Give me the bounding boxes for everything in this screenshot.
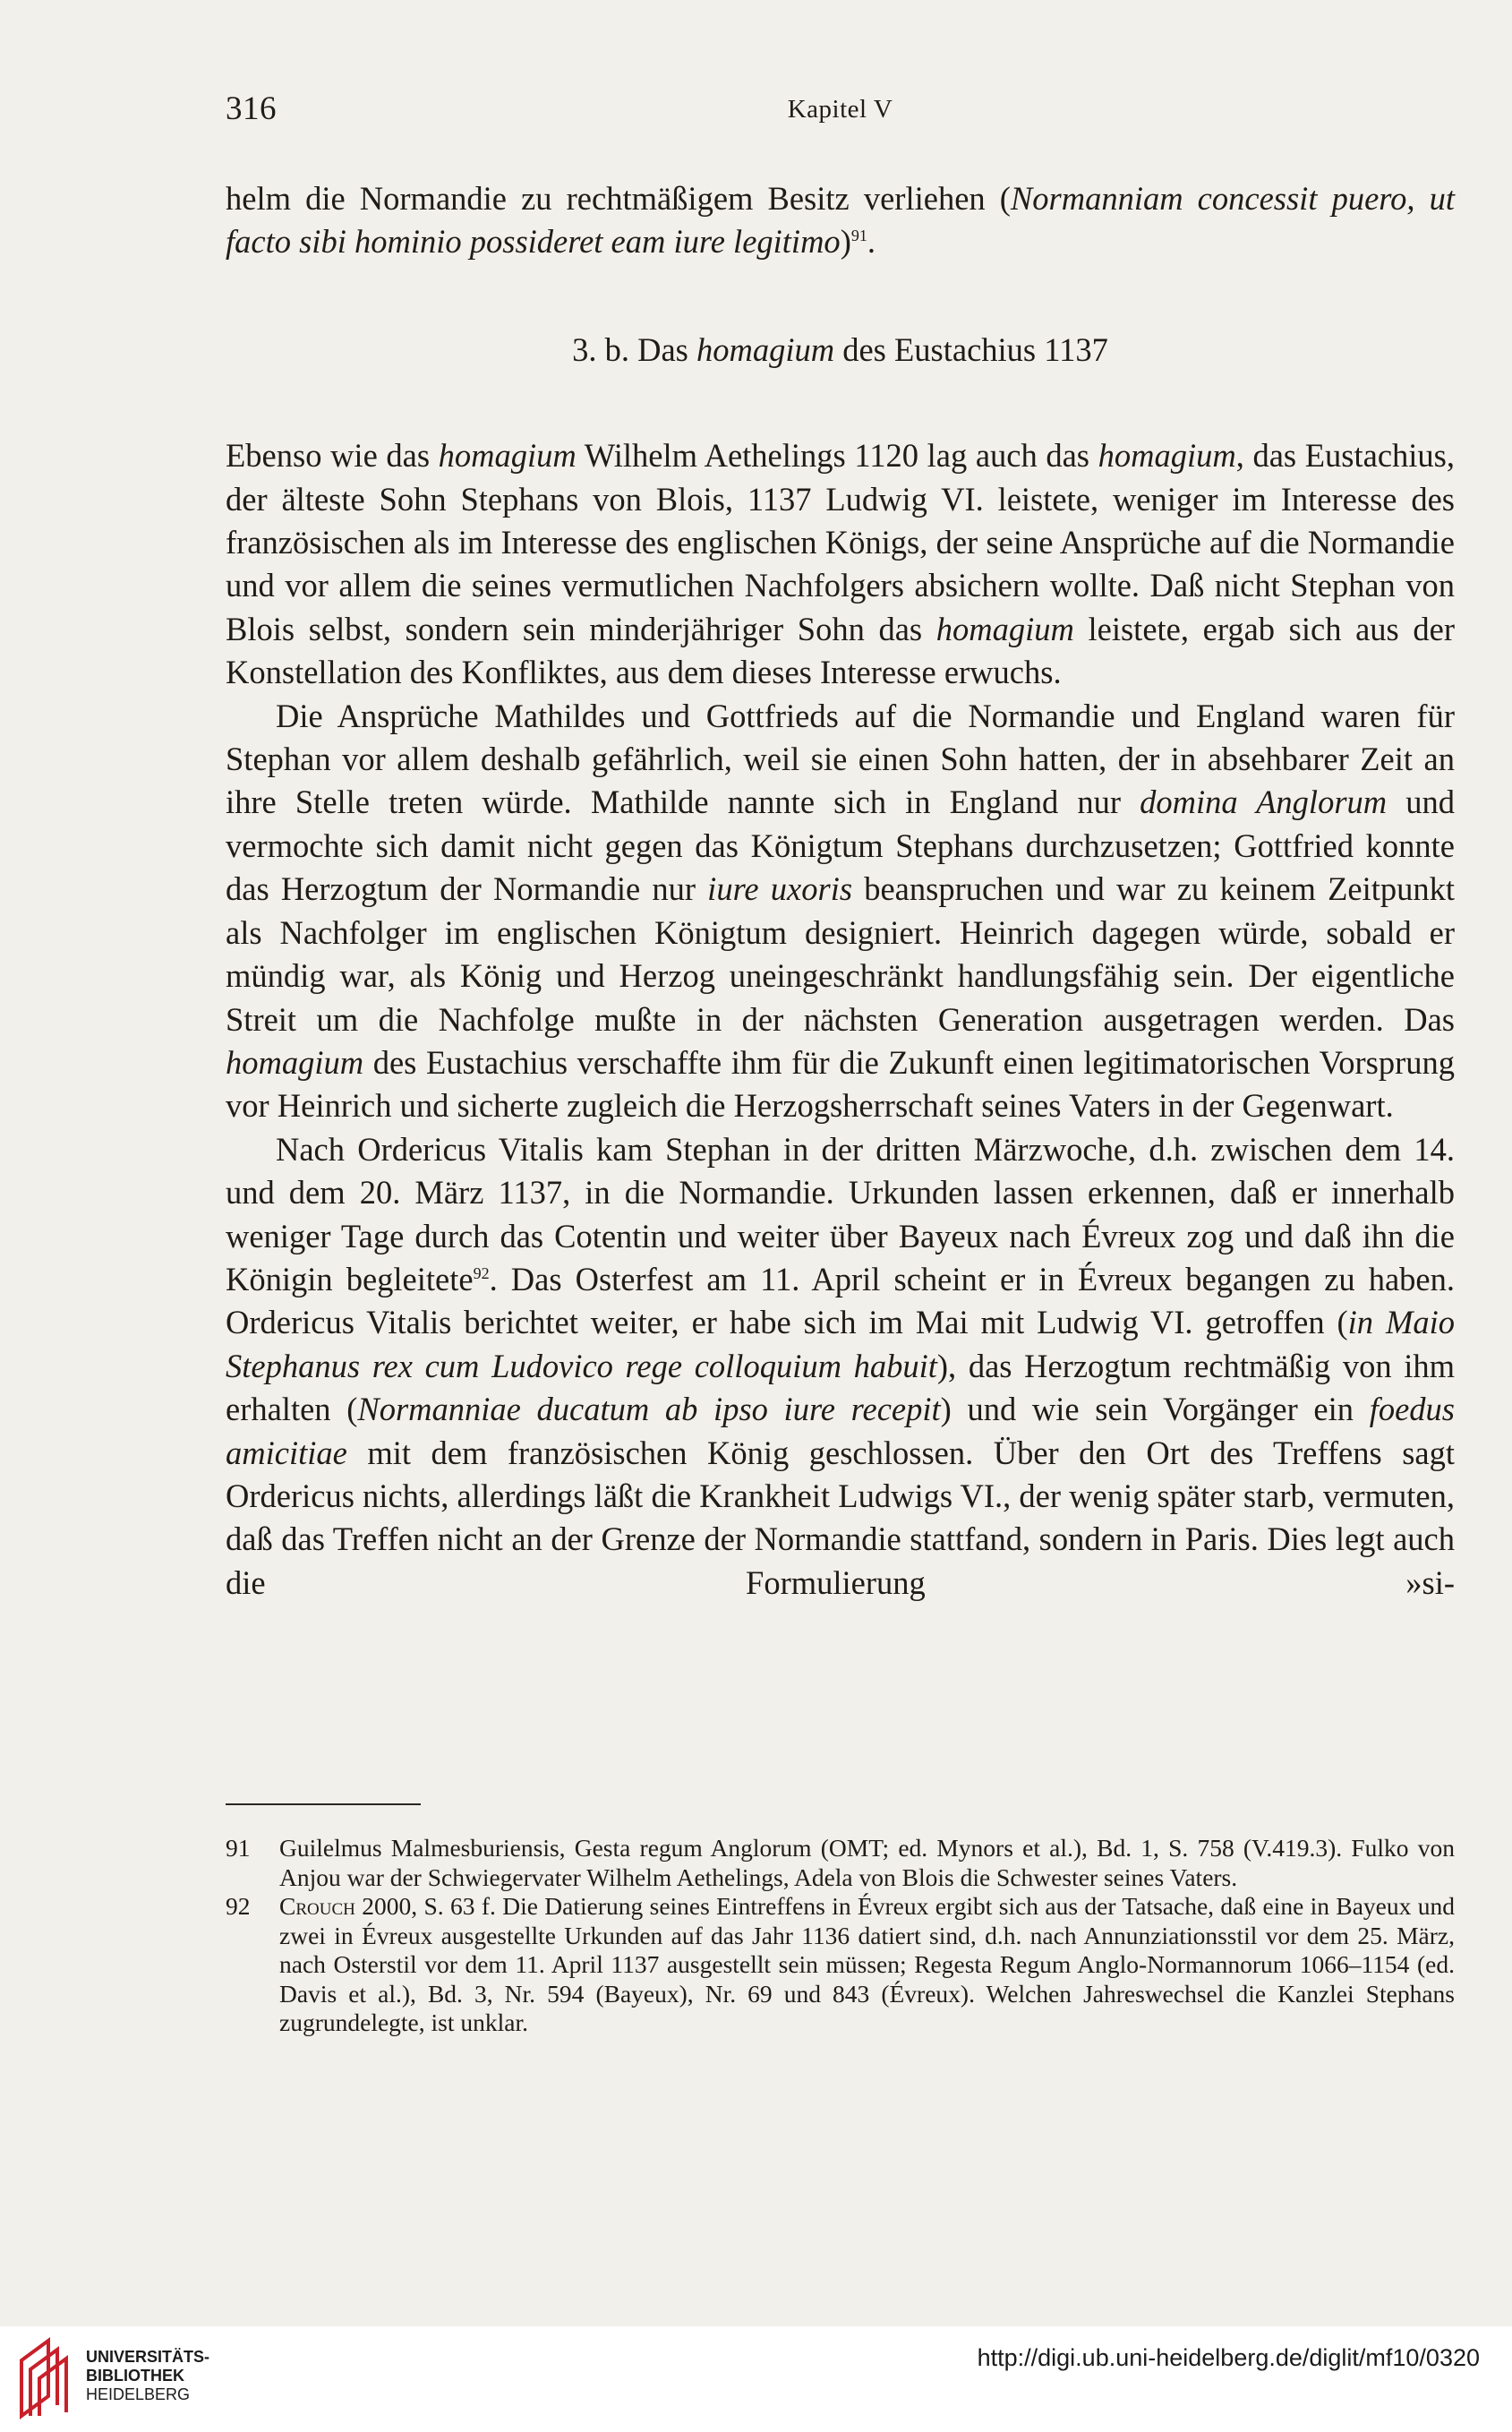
text-run: und vermochte sich damit nicht gegen das Königtum Stephans durchzusetzen; Gottfried konnte das Herzogtum der Normandie nur	[226, 784, 1456, 908]
paragraph-1	[226, 434, 1455, 694]
paragraph-continued: helm die Normandie zu rechtmäßigem Besitz verliehen (Normanniam concessit puero, ut facto sibi hominio possideret eam iure legitimo)$^{91}$.	[226, 180, 1455, 261]
main-text	[226, 177, 1455, 1605]
term: homagium	[1098, 437, 1236, 475]
text-run: . Das Osterfest am 11. April scheint er in Évreux begangen zu haben. Ordericus Vitalis berichtet weiter, er habe sich im Mai mit Ludwig VI. getroffen (	[226, 1260, 1455, 1341]
footnote-91	[226, 1834, 1455, 1892]
text-run: beanspruchen und war zu keinem Zeitpunkt als Nachfolger im englischen Königtum designiert. Heinrich dagegen würde, sobald er mündig war, als König und Herzog uneingeschränkt handlungsfähig sein. Der eigentliche Streit um die Nachfolge mußte in der nächsten Generation ausgetragen werden. Das	[226, 870, 1455, 1038]
viewer-footer	[0, 2326, 1512, 2432]
footnote-divider	[226, 1803, 421, 1805]
term: homagium	[438, 437, 577, 475]
footnote-ref-92[interactable]: 92	[473, 1263, 490, 1282]
term: domina Anglorum	[1140, 784, 1388, 821]
text-run: ), das Herzogtum rechtmäßig von ihm erhalten (	[226, 1347, 1455, 1428]
footnote-92	[226, 1892, 1455, 2038]
footnote-text-run: Guilelmus Malmesburiensis, Gesta regum Anglorum (OMT; ed. Mynors et al.), Bd. 1, S. 758 (V.419.3). Fulko von Anjou war der Schwiegervater Wilhelm Aethelings, Adela von Blois die Schwester seines Vaters.	[279, 1834, 1455, 1891]
library-name-line: UNIVERSITÄTS-	[86, 2348, 210, 2366]
text-run: Die Ansprüche Mathildes und Gottfrieds auf die Normandie und England waren für Stephan vor allem deshalb gefährlich, weil sie einen Sohn hatten, der in absehbarer Zeit an ihre Stelle treten würde. Mathilde nannte sich in England nur	[226, 697, 1455, 821]
text-run: helm die Normandie zu rechtmäßigem Besitz verliehen (	[226, 180, 1011, 217]
author-name: Crouch	[279, 1892, 355, 1920]
paragraph-3	[226, 1128, 1455, 1605]
footnote-ref-91[interactable]: 91	[850, 227, 867, 245]
footnotes	[226, 1834, 1455, 2038]
page-header	[226, 90, 1455, 134]
text-run: )	[840, 223, 851, 261]
text-run: des Eustachius verschaffte ihm für die Zukunft einen legitimatorischen Vorsprung vor Heinrich und sicherte zugleich die Herzogsherrschaft seines Vaters in der Gegenwart.	[226, 1043, 1455, 1125]
footnote-text-run: 2000, S. 63 f. Die Datierung seines Eintreffens in Évreux ergibt sich aus der Tatsache, daß eine in Bayeux und zwei in Évreux ausgestellte Urkunden auf das Jahr 1136 datiert sind, d.h. nach Annunziationsstil vor dem 25. März, nach Osterstil vor dem 11. April 1137 ausgestellt sein müssen; Regesta Regum Anglo-Normannorum 1066–1154 (ed. Davis et al.), Bd. 3, Nr. 594 (Bayeux), Nr. 69 und 843 (Évreux). Welchen Jahreswechsel die Kanzlei Stephans zugrundelegte, ist unklar.	[279, 1892, 1455, 2036]
library-name-line: BIBLIOTHEK	[86, 2367, 184, 2385]
footnote-number: 92	[226, 1892, 251, 1920]
text-run: Wilhelm Aethelings 1120 lag auch das	[576, 437, 1098, 475]
latin-quote: in Maio Stephanus rex cum Ludovico rege colloquium habuit	[226, 1304, 1455, 1384]
latin-quote: Normanniam concessit puero, ut facto sibi hominio possideret eam iure legitimo	[226, 180, 1455, 261]
footnote-number: 91	[226, 1834, 251, 1862]
term: homagium	[226, 1043, 364, 1081]
page-number: 316	[226, 90, 277, 127]
running-head: Kapitel V	[787, 95, 893, 124]
heading-text: 3. b. Das	[572, 330, 696, 368]
footnote-text	[279, 1892, 1455, 2038]
source-url[interactable]: http://digi.ub.uni-heidelberg.de/diglit/mf10/0320	[977, 2344, 1480, 2371]
university-library-logo-icon[interactable]	[14, 2334, 77, 2423]
term: foedus amicitiae	[226, 1391, 1455, 1471]
text-run: , das Eustachius, der älteste Sohn Stephans von Blois, 1137 Ludwig VI. leistete, weniger im Interesse des französischen als im Interesse des englischen Königs, der seine Ansprüche auf die Normandie und vor allem die seines vermutlichen Nachfolgers absichern wollte. Daß nicht Stephan von Blois selbst, sondern sein minderjähriger Sohn das	[226, 437, 1456, 647]
footnote-text	[279, 1834, 1455, 1892]
latin-quote: Normanniae ducatum ab ipso iure recepit	[357, 1391, 941, 1428]
heading-text: des Eustachius 1137	[834, 330, 1108, 368]
library-name	[86, 2348, 209, 2404]
term: homagium	[935, 610, 1074, 647]
text-run: Nach Ordericus Vitalis kam Stephan in der dritten Märzwoche, d.h. zwischen dem 14. und dem 20. März 1137, in die Normandie. Urkunden lassen erkennen, daß er innerhalb weniger Tage durch das Cotentin und weiter über Bayeux nach Évreux zog und daß ihn die Königin begleitete	[226, 1130, 1455, 1297]
heading-term: homagium	[696, 330, 835, 368]
section-heading	[226, 329, 1455, 372]
text-run: ) und wie sein Vorgänger ein	[940, 1391, 1370, 1428]
text-run: Ebenso wie das	[226, 437, 439, 475]
library-name-line: HEIDELBERG	[86, 2385, 191, 2403]
text-run: mit dem französischen König geschlossen. Über den Ort des Treffens sagt Ordericus nichts, allerdings läßt die Krankheit Ludwigs VI., der wenig später starb, vermuten, daß das Treffen nicht an der Grenze der Normandie stattfand, sondern in Paris. Dies legt auch die Formulierung »si-	[226, 1434, 1455, 1601]
text-run: leistete, ergab sich aus der Konstellation des Konfliktes, aus dem dieses Interesse erwuchs.	[226, 610, 1455, 691]
paragraph-2	[226, 695, 1455, 1128]
term: iure uxoris	[707, 870, 853, 908]
